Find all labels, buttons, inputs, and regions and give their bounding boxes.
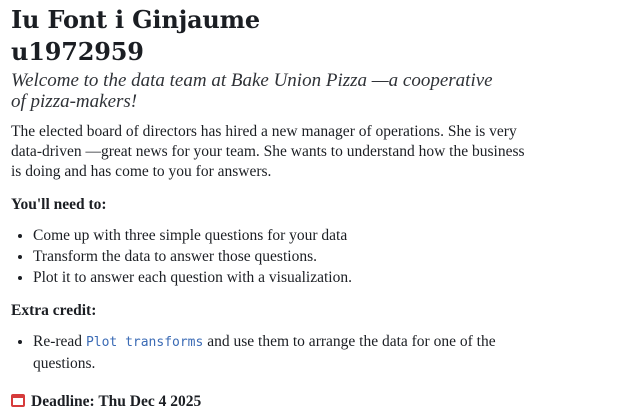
intro-paragraph: The elected board of directors has hired a new manager of operations. She is very data-driven —great news for your team. She wants to understand how the business is doing and has come to you for answers. <box>11 123 525 180</box>
requirements-list <box>11 225 531 288</box>
plot-transforms-link[interactable]: Plot transforms <box>85 335 204 350</box>
deadline-line <box>11 392 201 412</box>
extra-credit-heading: Extra credit: <box>11 302 97 319</box>
extra-credit-list <box>11 331 531 374</box>
list-item: • Come up with three simple questions for your data <box>33 225 531 246</box>
page-subtitle: Welcome to the data team at Bake Union Pizza —a cooperative of pizza-makers! <box>11 70 493 112</box>
calendar-icon <box>11 394 25 407</box>
list-item: • Plot it to answer each question with a visualization. <box>33 267 531 288</box>
extra-credit-prefix: Re-read <box>33 333 86 350</box>
deadline-text: Deadline: Thu Dec 4 2025 <box>31 393 202 410</box>
assignment-content <box>11 0 531 374</box>
list-item: • Transform the data to answer those questions. <box>33 246 531 267</box>
requirements-heading: You'll need to: <box>11 196 107 213</box>
extra-credit-suffix: and use them to arrange the data for one of the questions. <box>33 333 496 372</box>
student-name: Iu Font i Ginjaume <box>11 5 260 34</box>
list-item <box>33 331 531 374</box>
student-id: u1972959 <box>11 37 144 66</box>
page-title <box>11 0 531 68</box>
